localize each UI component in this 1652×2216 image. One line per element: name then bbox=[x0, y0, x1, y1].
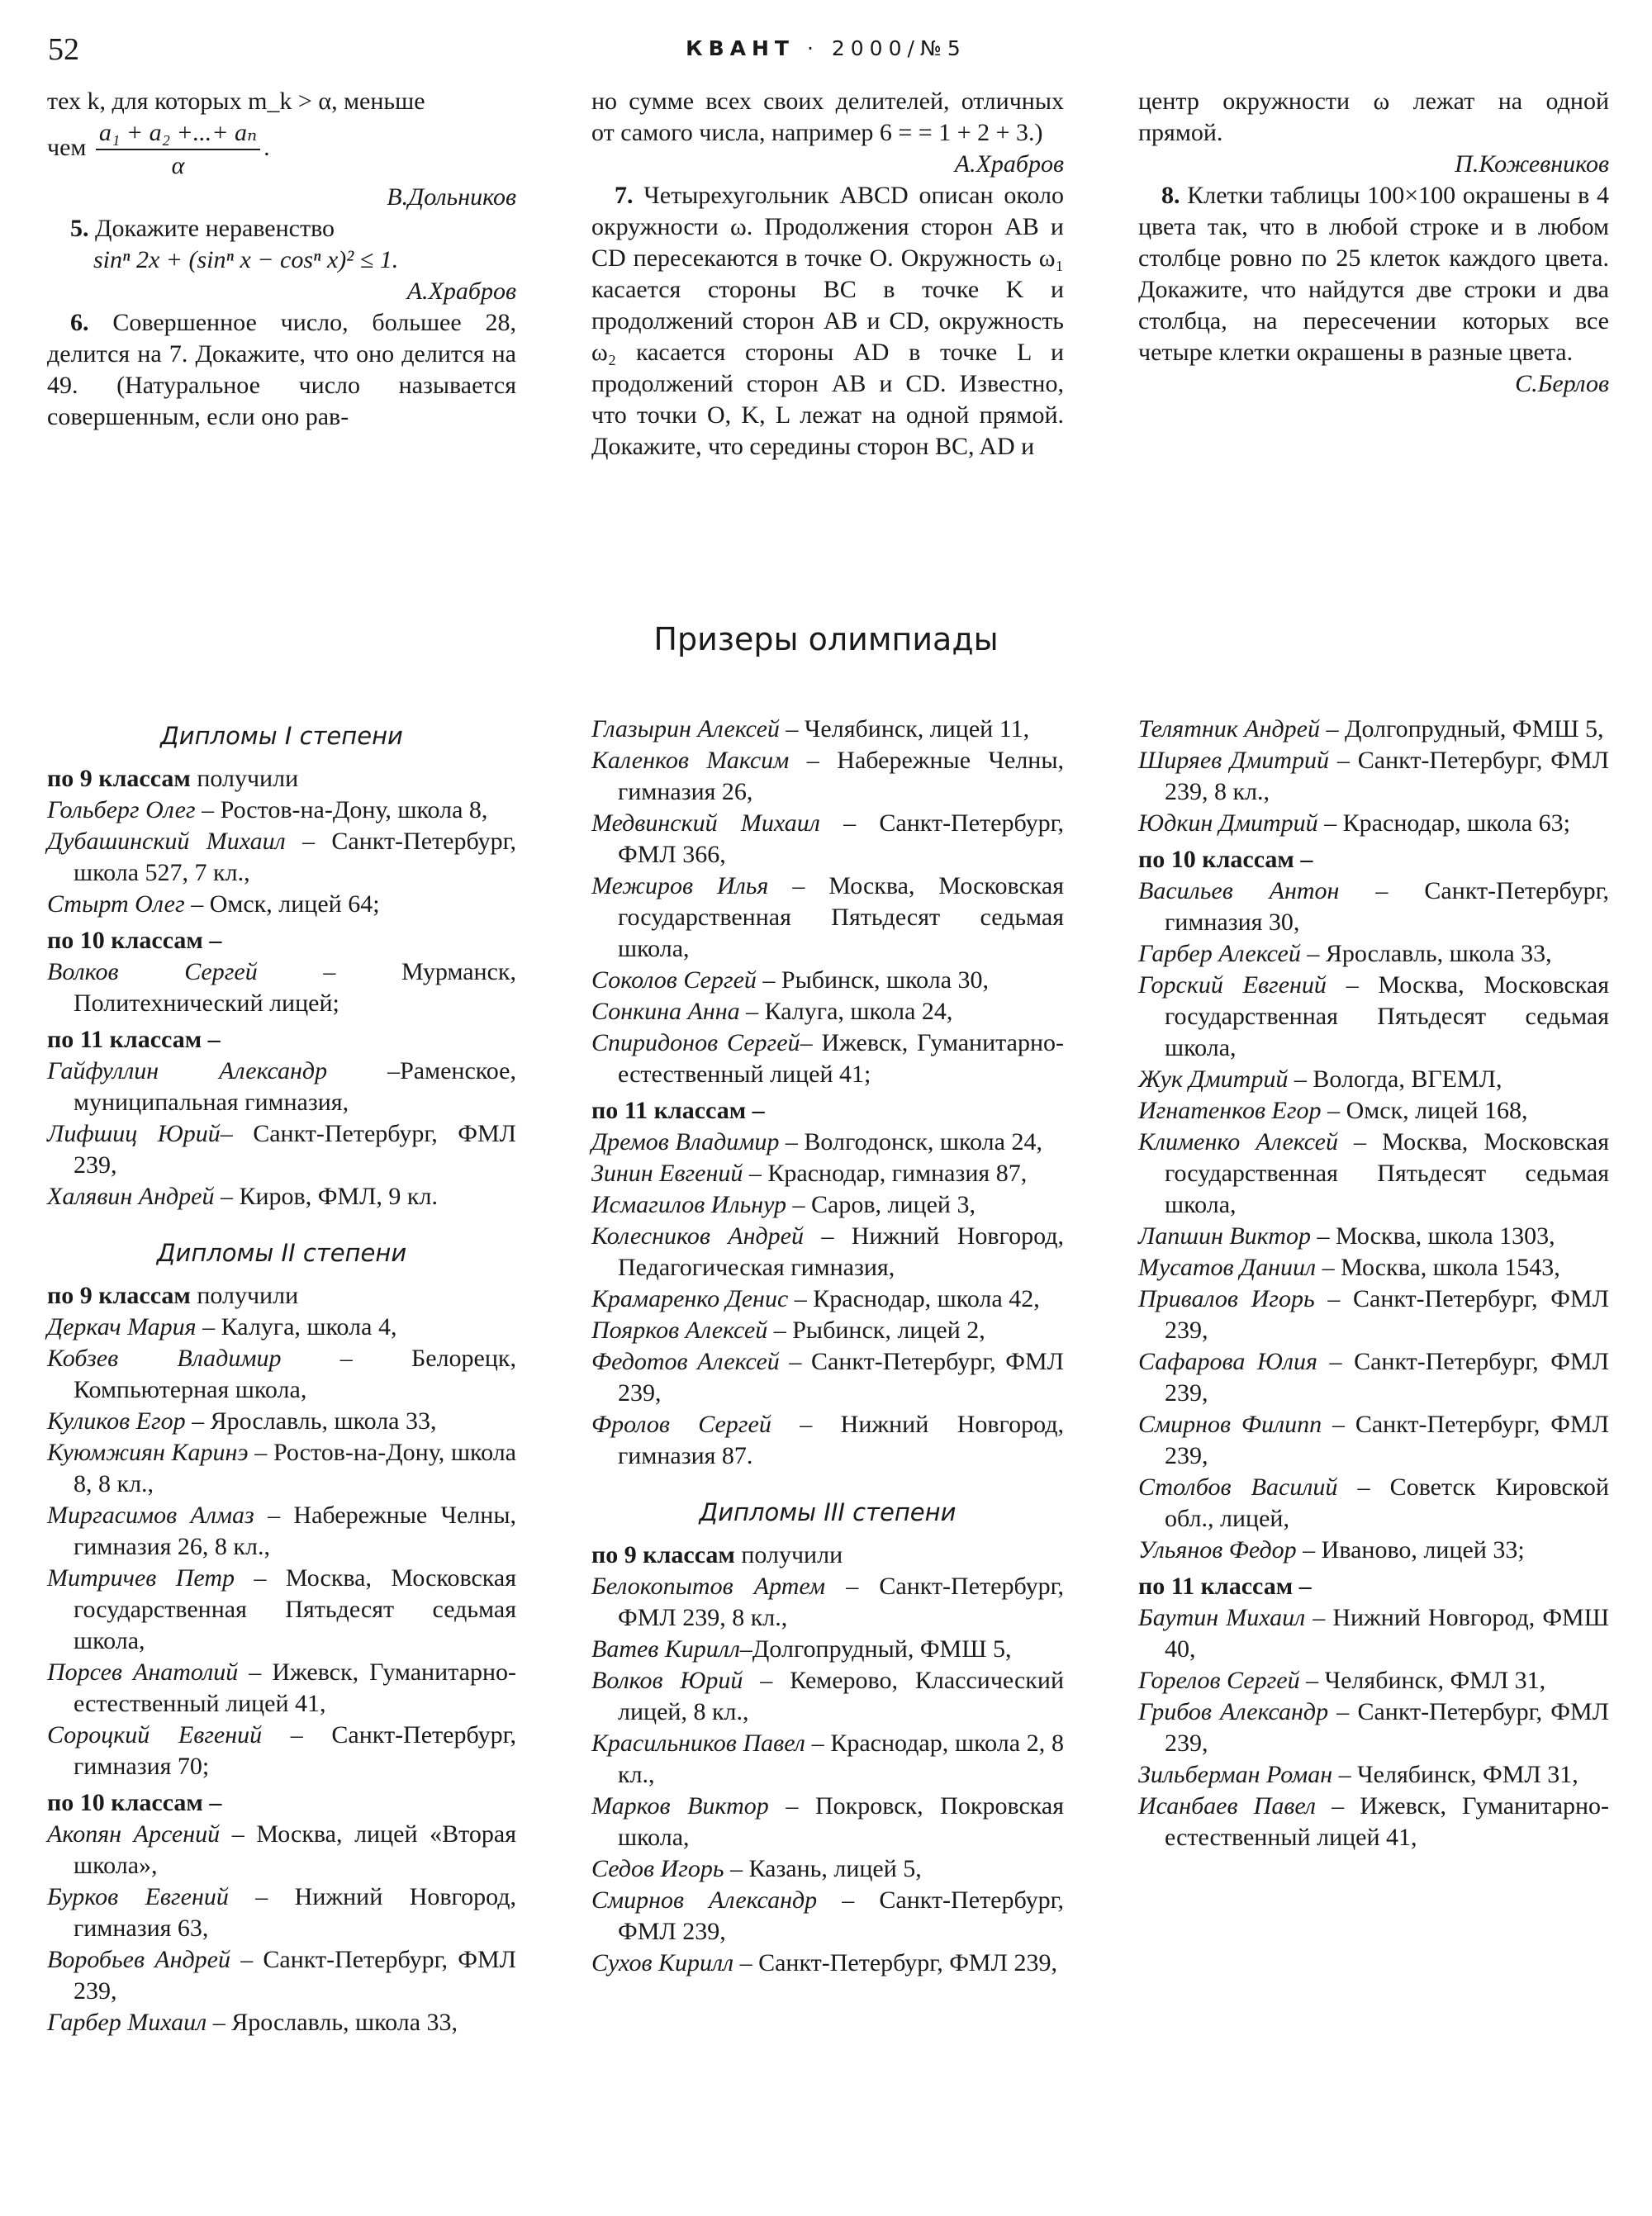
winner-name: Халявин Андрей bbox=[47, 1183, 215, 1210]
winner-name: Медвинский Михаил bbox=[591, 809, 820, 837]
winner-name: Стырт Олег bbox=[47, 890, 185, 918]
winner-entry bbox=[591, 1189, 1064, 1221]
winner-entry bbox=[1138, 1221, 1609, 1252]
winner-school: – Ижевск, Гуманитарно-естественный лицей 41, bbox=[1165, 1792, 1609, 1851]
winner-entry bbox=[47, 826, 516, 889]
winner-entry bbox=[591, 1853, 1064, 1885]
winner-name: Жук Дмитрий bbox=[1138, 1065, 1289, 1093]
winner-school: – Санкт-Петербург, ФМЛ 239, bbox=[1165, 1285, 1609, 1344]
winner-school: – Санкт-Петербург, ФМЛ 239, bbox=[733, 1949, 1057, 1976]
winners-heading: Призеры олимпиады bbox=[653, 621, 999, 657]
winner-school: – Москва, Московская государственная Пятьдесят седьмая школа, bbox=[1165, 1128, 1609, 1218]
winner-list bbox=[47, 795, 516, 920]
winner-school: – Санкт-Петербург, ФМЛ 239, bbox=[74, 1120, 516, 1179]
winner-school: – Санкт-Петербург, ФМЛ 239, bbox=[618, 1348, 1064, 1407]
winner-school: – Иваново, лицей 33; bbox=[1296, 1536, 1525, 1564]
issue-number: · 2000/№5 bbox=[806, 36, 966, 60]
winner-school: – Санкт-Петербург, ФМЛ 366, bbox=[618, 809, 1065, 868]
winner-entry bbox=[47, 889, 516, 920]
winner-entry bbox=[1138, 1759, 1609, 1791]
winner-school: – Вологда, ВГЕМЛ, bbox=[1288, 1065, 1502, 1093]
author-signature: В.Дольников bbox=[387, 183, 516, 211]
inequality-formula: sinⁿ 2x + (sinⁿ x − cosⁿ x)² ≤ 1. bbox=[93, 246, 399, 273]
winner-school: – Покровск, Покровская школа, bbox=[618, 1792, 1064, 1851]
winner-entry bbox=[47, 1343, 516, 1406]
winner-school: – Санкт-Петербург, ФМЛ 239, 8 кл., bbox=[618, 1573, 1064, 1631]
problem-number: 8. bbox=[1161, 182, 1180, 209]
winner-entry bbox=[1138, 1665, 1609, 1696]
winner-school: – Ярославль, школа 33, bbox=[185, 1407, 437, 1435]
winner-name: Гайфуллин Александр bbox=[47, 1057, 328, 1084]
winner-name: Смирнов Филипп bbox=[1138, 1411, 1322, 1438]
winner-name: Белокопытов Артем bbox=[591, 1573, 826, 1600]
problem-text: Четырехугольник ABCD описан около окружности ω. Продолжения сторон AB и CD пересекаются в точке O. Окружность ω₁ касается стороны BC в точке K и продолжений сторон AB и CD, окружность ω₂ касается стороны AD в точке L и продолжений сторон AB и CD. Известно, что точки O, K, L лежат на одной прямой. Докажите, что середины сторон BC, AD и bbox=[591, 182, 1064, 460]
winner-name: Воробьев Андрей bbox=[47, 1946, 230, 1973]
winners-column-3 bbox=[1138, 714, 1609, 1853]
winner-school: – Краснодар, школа 2, 8 кл., bbox=[618, 1730, 1064, 1788]
running-header bbox=[0, 36, 1652, 60]
journal-name: КВАНТ bbox=[686, 36, 795, 60]
winner-entry bbox=[591, 1027, 1064, 1090]
winner-entry bbox=[591, 714, 1064, 745]
grade-heading: по 11 классам – bbox=[1138, 1573, 1312, 1600]
winner-school: – Санкт-Петербург, ФМЛ 239, 8 кл., bbox=[1165, 747, 1609, 805]
winner-entry bbox=[591, 1315, 1064, 1346]
winner-name: Зильберман Роман bbox=[1138, 1761, 1333, 1788]
winner-school: – Рыбинск, лицей 2, bbox=[767, 1317, 985, 1344]
winner-name: Ульянов Федор bbox=[1138, 1536, 1297, 1564]
winner-name: Поярков Алексей bbox=[591, 1317, 768, 1344]
grade-heading: по 10 классам – bbox=[47, 927, 222, 954]
fraction bbox=[96, 117, 260, 182]
author-signature: А.Храбров bbox=[406, 278, 516, 305]
author-signature: П.Кожевников bbox=[1455, 150, 1609, 178]
winner-entry bbox=[47, 1118, 516, 1181]
winner-name: Деркач Мария bbox=[47, 1313, 197, 1341]
winner-entry bbox=[591, 1284, 1064, 1315]
winner-name: Игнатенков Егор bbox=[1138, 1097, 1322, 1124]
author-signature: А.Храбров bbox=[954, 150, 1064, 178]
winner-name: Колесников Андрей bbox=[591, 1222, 804, 1250]
winner-name: Соколов Сергей bbox=[591, 966, 757, 994]
problem-number: 6. bbox=[70, 309, 89, 336]
winner-school: – Кемерово, Классический лицей, 8 кл., bbox=[618, 1667, 1064, 1725]
winner-school: – Санкт-Петербург, ФМЛ 239, bbox=[1165, 1411, 1609, 1469]
winner-entry bbox=[47, 1657, 516, 1720]
winner-entry bbox=[1138, 875, 1609, 938]
grade-label: по 9 классам bbox=[47, 765, 191, 792]
winner-name: Волков Сергей bbox=[47, 958, 258, 985]
winner-school: – Москва, Московская государственная Пятьдесят седьмая школа, bbox=[74, 1564, 516, 1654]
winner-school: – Советск Кировской обл., лицей, bbox=[1165, 1473, 1609, 1532]
problem-4-ending: тех k, для которых m_k > α, меньше bbox=[47, 88, 425, 115]
winner-entry bbox=[591, 1728, 1064, 1791]
winner-name: Смирнов Александр bbox=[591, 1886, 818, 1914]
winner-school: – Санкт-Петербург, ФМЛ 239, bbox=[1165, 1698, 1609, 1757]
winner-name: Клименко Алексей bbox=[1138, 1128, 1338, 1155]
winner-school: – Краснодар, школа 42, bbox=[788, 1285, 1040, 1312]
winner-name: Исанбаев Павел bbox=[1138, 1792, 1316, 1820]
winner-entry bbox=[1138, 745, 1609, 808]
winner-list bbox=[1138, 1602, 1609, 1853]
winner-school: – Санкт-Петербург, школа 527, 7 кл., bbox=[74, 828, 516, 886]
winner-school: – Краснодар, гимназия 87, bbox=[743, 1160, 1028, 1187]
problem-6-continued: но сумме всех своих делителей, отличных от самого числа, например 6 = = 1 + 2 + 3.) bbox=[591, 88, 1064, 146]
winner-school: – Челябинск, ФМЛ 31, bbox=[1332, 1761, 1578, 1788]
winner-list bbox=[591, 1571, 1064, 1979]
winner-entry bbox=[1138, 1409, 1609, 1472]
winner-name: Фролов Сергей bbox=[591, 1411, 771, 1438]
winner-entry bbox=[1138, 1696, 1609, 1759]
diploma-2-title: Дипломы II степени bbox=[156, 1239, 407, 1267]
winner-entry bbox=[47, 1500, 516, 1563]
problem-number: 7. bbox=[615, 182, 634, 209]
winner-name: Ватев Кирилл bbox=[591, 1635, 740, 1663]
problem-number: 5. bbox=[70, 215, 89, 242]
winner-entry bbox=[1138, 1064, 1609, 1095]
winner-entry bbox=[591, 745, 1064, 808]
grade-heading: по 10 классам – bbox=[47, 1789, 222, 1816]
winner-name: Сонкина Анна bbox=[591, 998, 740, 1025]
diploma-1-title: Дипломы I степени bbox=[160, 722, 403, 750]
winner-name: Ширяев Дмитрий bbox=[1138, 747, 1329, 774]
winner-school: – Москва, школа 1543, bbox=[1316, 1254, 1560, 1281]
winner-entry bbox=[1138, 714, 1609, 745]
winner-name: Сороцкий Евгений bbox=[47, 1721, 263, 1749]
winner-school: – Волгодонск, школа 24, bbox=[779, 1128, 1042, 1155]
problems-column-2 bbox=[591, 86, 1064, 463]
winner-school: – Омск, лицей 168, bbox=[1321, 1097, 1528, 1124]
problem-8 bbox=[1138, 180, 1609, 368]
winner-entry bbox=[591, 871, 1064, 965]
winner-entry bbox=[591, 1665, 1064, 1728]
winner-school: – Набережные Челны, гимназия 26, 8 кл., bbox=[74, 1502, 516, 1560]
winner-list bbox=[591, 1127, 1064, 1472]
winner-entry bbox=[47, 1181, 516, 1212]
grade-got: получили bbox=[741, 1541, 843, 1568]
winner-name: Межиров Илья bbox=[591, 872, 769, 899]
problem-text: Докажите неравенство bbox=[95, 215, 335, 242]
winner-entry bbox=[591, 1221, 1064, 1284]
problems-column-3 bbox=[1138, 86, 1609, 400]
problem-7-continued: центр окружности ω лежат на одной прямой. bbox=[1138, 88, 1609, 146]
diploma-3-title: Дипломы III степени bbox=[699, 1498, 957, 1526]
winner-name: Сухов Кирилл bbox=[591, 1949, 734, 1976]
winner-school: – Омск, лицей 64; bbox=[184, 890, 380, 918]
winner-school: – Долгопрудный, ФМШ 5, bbox=[1319, 715, 1604, 743]
problems-column-1 bbox=[47, 86, 516, 433]
winner-school: – Санкт-Петербург, ФМЛ 239, bbox=[1165, 1348, 1609, 1407]
winner-name: Спиридонов Сергей bbox=[591, 1029, 800, 1056]
winner-name: Баутин Михаил bbox=[1138, 1604, 1306, 1631]
winner-list bbox=[1138, 875, 1609, 1566]
winner-name: Горелов Сергей bbox=[1138, 1667, 1300, 1694]
winner-name: Гарбер Михаил bbox=[47, 2009, 207, 2036]
winner-entry bbox=[591, 1634, 1064, 1665]
winner-name: Васильев Антон bbox=[1138, 877, 1340, 904]
winner-entry bbox=[47, 1312, 516, 1343]
winner-entry bbox=[591, 1571, 1064, 1634]
winner-name: Мусатов Даниил bbox=[1138, 1254, 1317, 1281]
winner-entry bbox=[47, 2007, 516, 2038]
grade-label: по 9 классам bbox=[47, 1282, 191, 1309]
winner-school: – Ростов-на-Дону, школа 8, bbox=[195, 796, 488, 823]
winner-entry bbox=[1138, 1127, 1609, 1221]
winner-school: – Саров, лицей 3, bbox=[786, 1191, 976, 1218]
winner-school: – Ижевск, Гуманитарно-естественный лицей 41; bbox=[618, 1029, 1064, 1088]
winner-entry bbox=[1138, 1535, 1609, 1566]
winner-entry bbox=[591, 1885, 1064, 1948]
winner-school: –Долгопрудный, ФМШ 5, bbox=[739, 1635, 1012, 1663]
winner-name: Дремов Владимир bbox=[591, 1128, 780, 1155]
winner-name: Миргасимов Алмаз bbox=[47, 1502, 254, 1529]
winner-entry bbox=[1138, 1791, 1609, 1853]
problem-text: Клетки таблицы 100×100 окрашены в 4 цвета так, что в любой строке и в любом столбце ровно по 25 клеток каждого цвета. Докажите, что найдутся две строки и два столбца, на пересечении которых все четыре клетки окрашены в разные цвета. bbox=[1138, 182, 1609, 366]
winner-school: – Казань, лицей 5, bbox=[724, 1855, 922, 1882]
winner-school: – Москва, школа 1303, bbox=[1310, 1222, 1555, 1250]
winner-list bbox=[47, 956, 516, 1019]
winner-name: Привалов Игорь bbox=[1138, 1285, 1315, 1312]
winner-entry bbox=[1138, 808, 1609, 839]
grade-label: по 9 классам bbox=[591, 1541, 735, 1568]
winner-entry bbox=[47, 1819, 516, 1881]
winner-entry bbox=[47, 1437, 516, 1500]
winner-name: Телятник Андрей bbox=[1138, 715, 1320, 743]
winner-name: Акопян Арсений bbox=[47, 1820, 221, 1848]
winner-school: – Нижний Новгород, ФМШ 40, bbox=[1165, 1604, 1609, 1663]
winner-school: – Калуга, школа 24, bbox=[739, 998, 953, 1025]
chem-word: чем bbox=[47, 133, 87, 161]
grade-heading: по 11 классам – bbox=[47, 1026, 221, 1053]
winner-name: Порсев Анатолий bbox=[47, 1658, 239, 1686]
grade-heading bbox=[591, 1540, 1064, 1571]
winner-name: Лифшиц Юрий bbox=[47, 1120, 221, 1147]
winners-column-1 bbox=[47, 714, 516, 2038]
winner-school: – Мурманск, Политехнический лицей; bbox=[74, 958, 517, 1017]
winner-name: Лапшин Виктор bbox=[1138, 1222, 1311, 1250]
winner-name: Бурков Евгений bbox=[47, 1883, 229, 1910]
winner-entry bbox=[47, 1406, 516, 1437]
winner-name: Куликов Егор bbox=[47, 1407, 186, 1435]
problem-7 bbox=[591, 180, 1064, 463]
winner-name: Гольберг Олег bbox=[47, 796, 196, 823]
problem-4-fraction-line: чем $\frac{\text{a₁ + a₂ +...+ aₙ}}{\alpha}$ . bbox=[47, 117, 516, 182]
winner-list bbox=[47, 1056, 516, 1212]
winner-entry bbox=[1138, 1252, 1609, 1284]
winner-name: Дубашинский Михаил bbox=[47, 828, 286, 855]
winner-entry bbox=[591, 1158, 1064, 1189]
winner-school: – Челябинск, лицей 11, bbox=[779, 715, 1030, 743]
winner-entry bbox=[1138, 1284, 1609, 1346]
winner-name: Федотов Алексей bbox=[591, 1348, 780, 1375]
winner-school: – Киров, ФМЛ, 9 кл. bbox=[214, 1183, 438, 1210]
author-signature: С.Берлов bbox=[1515, 370, 1609, 397]
winner-entry bbox=[1138, 1095, 1609, 1127]
winner-entry bbox=[591, 965, 1064, 996]
winner-entry bbox=[47, 1881, 516, 1944]
winner-school: – Челябинск, ФМЛ 31, bbox=[1299, 1667, 1546, 1694]
winner-entry bbox=[591, 1409, 1064, 1472]
winner-list bbox=[591, 714, 1064, 1090]
winner-entry bbox=[47, 1056, 516, 1118]
winner-school: – Белорецк, Компьютерная школа, bbox=[74, 1345, 516, 1403]
winner-school: – Ярославль, школа 33, bbox=[206, 2009, 458, 2036]
winner-entry bbox=[47, 795, 516, 826]
problem-text: Совершенное число, большее 28, делится на 7. Докажите, что оно делится на 49. (Натуральное число называется совершенным, если оно рав- bbox=[47, 309, 517, 430]
winner-list bbox=[47, 1312, 516, 1782]
winner-name: Каленков Максим bbox=[591, 747, 790, 774]
winner-entry bbox=[1138, 1602, 1609, 1665]
winner-school: – Москва, лицей «Вторая школа», bbox=[74, 1820, 516, 1879]
winner-name: Кобзев Владимир bbox=[47, 1345, 282, 1372]
winner-entry bbox=[47, 1720, 516, 1782]
winner-school: – Набережные Челны, гимназия 26, bbox=[618, 747, 1064, 805]
page-number: 52 bbox=[48, 32, 79, 67]
winner-school: – Санкт-Петербург, гимназия 30, bbox=[1165, 877, 1610, 936]
winner-list bbox=[47, 1819, 516, 2038]
winner-entry bbox=[47, 956, 516, 1019]
winner-name: Митричев Петр bbox=[47, 1564, 235, 1592]
winner-school: – Санкт-Петербург, ФМЛ 239, bbox=[618, 1886, 1064, 1945]
winner-name: Грибов Александр bbox=[1138, 1698, 1329, 1725]
grade-got: получили bbox=[197, 1282, 299, 1309]
winner-name: Горский Евгений bbox=[1138, 971, 1327, 999]
winner-school: –Раменское, муниципальная гимназия, bbox=[74, 1057, 516, 1116]
winner-name: Волков Юрий bbox=[591, 1667, 743, 1694]
grade-heading: по 11 классам – bbox=[591, 1097, 765, 1124]
grade-heading bbox=[47, 1280, 516, 1312]
winner-list bbox=[1138, 714, 1609, 839]
winner-name: Гарбер Алексей bbox=[1138, 940, 1301, 967]
winner-school: – Ижевск, Гуманитарно-естественный лицей 41, bbox=[74, 1658, 516, 1717]
fraction-numerator: a₁ + a₂ +...+ aₙ bbox=[96, 117, 260, 150]
winner-name: Седов Игорь bbox=[591, 1855, 724, 1882]
winner-school: – Краснодар, школа 63; bbox=[1317, 809, 1570, 837]
winner-name: Куюмжиян Каринэ bbox=[47, 1439, 249, 1466]
winner-school: – Москва, Московская государственная Пятьдесят седьмая школа, bbox=[1165, 971, 1609, 1061]
winner-entry bbox=[591, 1127, 1064, 1158]
winner-name: Крамаренко Денис bbox=[591, 1285, 789, 1312]
winner-school: – Калуга, школа 4, bbox=[196, 1313, 397, 1341]
winner-school: – Санкт-Петербург, гимназия 70; bbox=[74, 1721, 517, 1780]
grade-heading: по 10 классам – bbox=[1138, 846, 1313, 873]
winner-entry bbox=[47, 1944, 516, 2007]
winner-entry bbox=[1138, 1472, 1609, 1535]
winner-school: – Санкт-Петербург, ФМЛ 239, bbox=[74, 1946, 516, 2005]
winner-entry bbox=[1138, 970, 1609, 1064]
winner-entry bbox=[47, 1563, 516, 1657]
winners-column-2 bbox=[591, 714, 1064, 1979]
problem-5 bbox=[47, 213, 516, 244]
winner-school: – Ярославль, школа 33, bbox=[1300, 940, 1552, 967]
fraction-denominator: α bbox=[171, 152, 185, 179]
winner-name: Юдкин Дмитрий bbox=[1138, 809, 1318, 837]
winner-name: Исмагилов Ильнур bbox=[591, 1191, 787, 1218]
winner-entry bbox=[591, 996, 1064, 1027]
problem-6 bbox=[47, 307, 516, 433]
winner-school: – Нижний Новгород, Педагогическая гимназия, bbox=[618, 1222, 1064, 1281]
winner-school: – Ростов-на-Дону, школа 8, 8 кл., bbox=[74, 1439, 516, 1497]
winner-name: Марков Виктор bbox=[591, 1792, 769, 1820]
winner-entry bbox=[591, 808, 1064, 871]
grade-got: получили bbox=[197, 765, 299, 792]
winner-name: Столбов Василий bbox=[1138, 1473, 1338, 1501]
winner-school: – Нижний Новгород, гимназия 87. bbox=[618, 1411, 1064, 1469]
winner-name: Глазырин Алексей bbox=[591, 715, 780, 743]
winner-entry bbox=[591, 1346, 1064, 1409]
winner-name: Зинин Евгений bbox=[591, 1160, 743, 1187]
winner-entry bbox=[1138, 1346, 1609, 1409]
winner-school: – Москва, Московская государственная Пятьдесят седьмая школа, bbox=[618, 872, 1065, 962]
winner-name: Красильников Павел bbox=[591, 1730, 805, 1757]
winner-entry bbox=[591, 1791, 1064, 1853]
grade-heading bbox=[47, 763, 516, 795]
winner-school: – Рыбинск, школа 30, bbox=[756, 966, 990, 994]
winner-name: Сафарова Юлия bbox=[1138, 1348, 1317, 1375]
winner-entry bbox=[591, 1948, 1064, 1979]
winner-entry bbox=[1138, 938, 1609, 970]
winner-school: – Нижний Новгород, гимназия 63, bbox=[74, 1883, 516, 1942]
